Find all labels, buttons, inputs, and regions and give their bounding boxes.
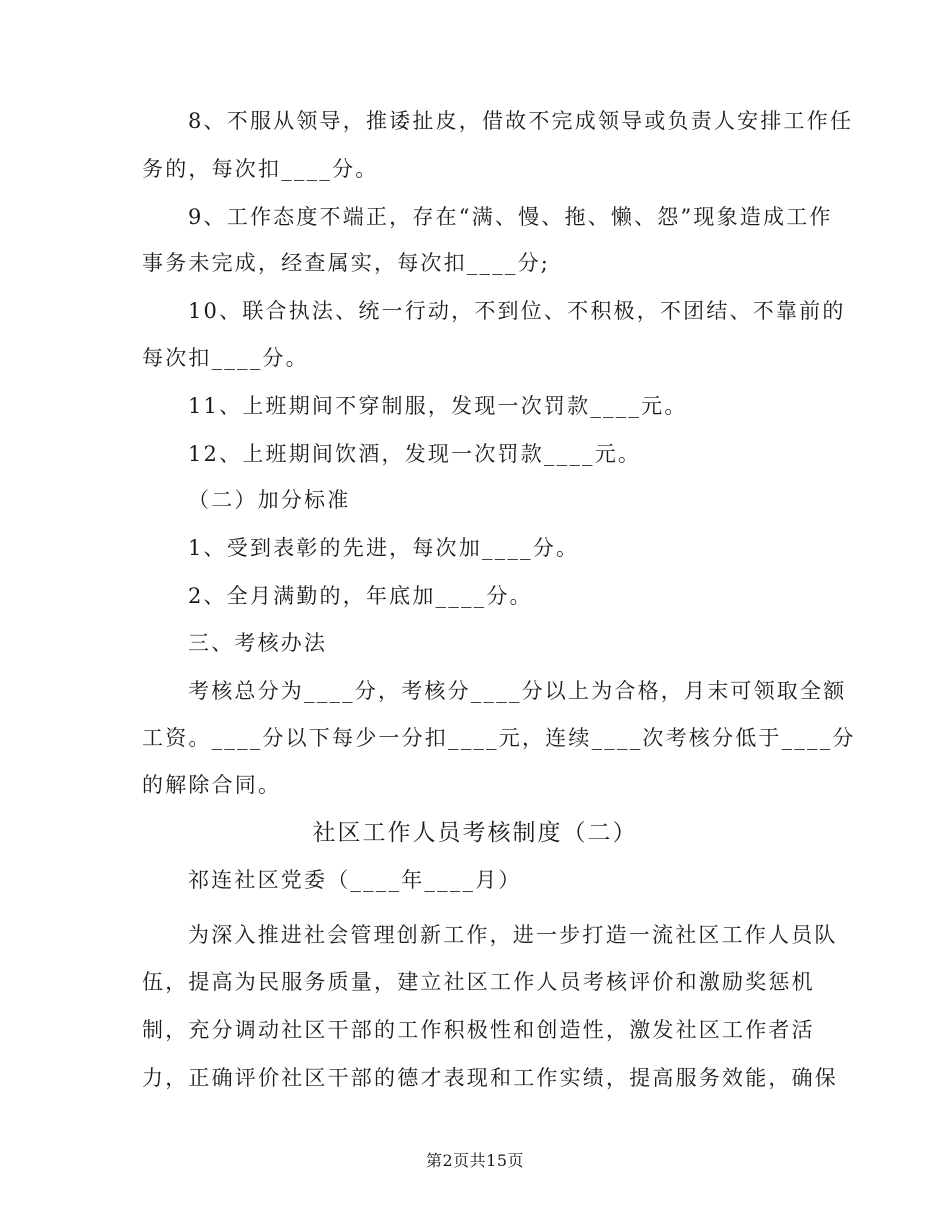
text-line: 务的，每次扣____分。: [142, 157, 379, 181]
text-line: 制，充分调动社区干部的工作积极性和创造性，激发社区工作者活: [142, 1018, 815, 1042]
page-footer: 第2页共15页: [425, 1151, 525, 1170]
text-line: 12、上班期间饮酒，发现一次罚款____元。: [188, 442, 642, 466]
text-line: 考核总分为____分，考核分____分以上为合格，月末可领取全额: [188, 679, 847, 703]
text-line: 2、全月满勤的，年底加____分。: [188, 584, 533, 608]
text-line: 事务未完成，经查属实，每次扣____分;: [142, 251, 551, 275]
text-line: 祁连社区党委（____年____月）: [188, 868, 522, 892]
text-line: 每次扣____分。: [142, 346, 309, 370]
text-line: 工资。____分以下每少一分扣____元，连续____次考核分低于____分: [142, 726, 856, 750]
text-line: 11、上班期间不穿制服，发现一次罚款____元。: [188, 394, 688, 418]
text-line: 力，正确评价社区干部的德才表现和工作实绩，提高服务效能，确保: [142, 1066, 838, 1090]
text-line: 8、不服从领导，推诿扯皮，借故不完成领导或负责人安排工作任: [188, 109, 854, 133]
text-line: 为深入推进社会管理创新工作，进一步打造一流社区工作人员队: [188, 923, 838, 947]
subheading: 三、考核办法: [188, 631, 328, 655]
text-line: 伍，提高为民服务质量，建立社区工作人员考核评价和激励奖惩机: [142, 970, 815, 994]
text-line: 10、联合执法、统一行动，不到位、不积极，不团结、不靠前的: [188, 299, 846, 323]
section-title: 社区工作人员考核制度（二）: [312, 820, 638, 846]
text-line: 9、工作态度不端正，存在“满、慢、拖、懒、怨”现象造成工作: [188, 205, 833, 229]
text-line: 1、受到表彰的先进，每次加____分。: [188, 536, 580, 560]
text-line: 的解除合同。: [142, 773, 282, 797]
subheading: （二）加分标准: [188, 488, 351, 512]
